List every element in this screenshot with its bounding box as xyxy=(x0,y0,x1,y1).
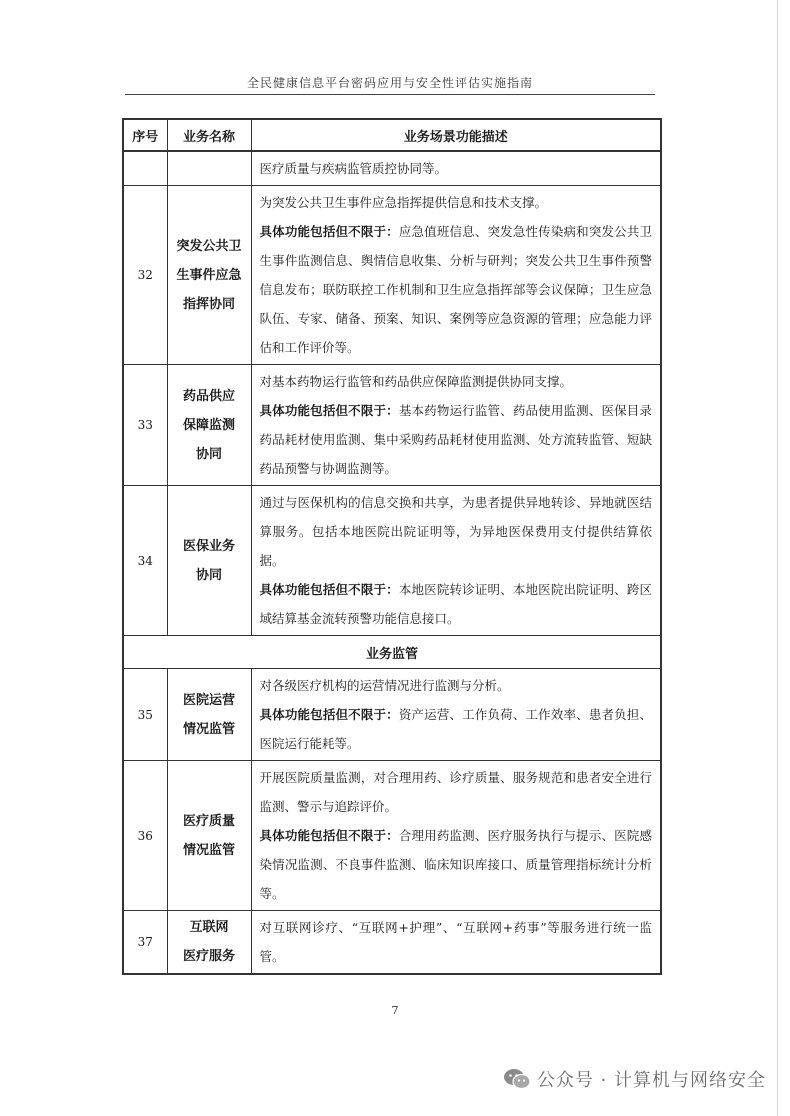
row-name-cell xyxy=(167,486,251,636)
row-name-line: 医院运营 xyxy=(182,692,235,708)
running-header: 全民健康信息平台密码应用与安全性评估实施指南 xyxy=(246,76,533,90)
row-name-cell xyxy=(167,186,251,365)
row-name-cell xyxy=(167,365,251,486)
table-row xyxy=(123,186,661,365)
column-header-name: 业务名称 xyxy=(167,119,251,151)
row-description-cell xyxy=(251,669,661,761)
row-number-cell: 36 xyxy=(123,761,167,911)
row-name-line: 保障监测 xyxy=(182,417,235,433)
row-description-cell xyxy=(251,911,661,975)
column-header-description: 业务场景功能描述 xyxy=(251,119,661,151)
row-name-line: 协同 xyxy=(195,446,222,462)
row-intro: 对互联网诊疗、“互联网+护理”、“互联网+药事”等服务进行统一监管。 xyxy=(259,920,652,964)
row-detail xyxy=(260,821,653,908)
row-name-line: 药品供应 xyxy=(182,388,235,404)
row-name-line: 情况监管 xyxy=(182,842,235,858)
table-row xyxy=(123,761,661,911)
continuation-text: 医疗质量与疾病监管质控协同等。 xyxy=(259,161,448,176)
row-name-line: 指挥协同 xyxy=(182,296,235,312)
detail-text: 基本药物运行监管、药品使用监测、医保目录药品耗材使用监测、集中采购药品耗材使用监测、处方流转监管、短缺药品预警与协调监测等。 xyxy=(259,403,652,476)
detail-lead-label: 具体功能包括但不限于： xyxy=(259,582,399,597)
row-name-line: 情况监管 xyxy=(182,721,235,737)
row-detail xyxy=(260,396,653,483)
row-intro: 通过与医保机构的信息交换和共享，为患者提供异地转诊、异地就医结算服务。包括本地医院出院证明等，为异地医保费用支付提供结算依据。 xyxy=(259,495,652,568)
row-name-line: 突发公共卫 xyxy=(176,238,242,254)
table-row xyxy=(123,669,661,761)
row-intro: 对各级医疗机构的运营情况进行监测与分析。 xyxy=(259,678,510,693)
detail-lead-label: 具体功能包括但不限于： xyxy=(259,707,399,722)
table-row-continuation xyxy=(123,151,661,186)
row-description-cell xyxy=(251,151,661,186)
row-name-line: 医疗服务 xyxy=(182,949,235,964)
detail-lead-label: 具体功能包括但不限于： xyxy=(259,224,399,239)
watermark xyxy=(503,1066,766,1092)
section-row xyxy=(123,636,661,669)
watermark-text: 公众号 · 计算机与网络安全 xyxy=(536,1070,766,1091)
row-intro: 为突发公共卫生事件应急指挥提供信息和技术支撑。 xyxy=(259,195,548,210)
row-name-line: 生事件应急 xyxy=(176,267,242,283)
detail-text: 本地医院转诊证明、本地医院出院证明、跨区域结算基金流转预警功能信息接口。 xyxy=(259,582,652,626)
row-name-cell xyxy=(167,761,251,911)
row-description-cell xyxy=(251,186,661,365)
row-number-cell: 34 xyxy=(123,486,167,636)
section-title: 业务监管 xyxy=(123,636,661,669)
row-intro: 开展医院质量监测，对合理用药、诊疗质量、服务规范和患者安全进行监测、警示与追踪评价。 xyxy=(259,770,652,814)
wechat-icon xyxy=(503,1068,531,1090)
business-scenario-table xyxy=(122,118,662,975)
row-name-line: 医疗质量 xyxy=(182,813,235,829)
detail-lead-label: 具体功能包括但不限于： xyxy=(259,403,399,418)
table-header-row xyxy=(123,119,661,151)
row-detail xyxy=(260,217,653,362)
header-rule xyxy=(125,94,655,95)
table-row xyxy=(123,365,661,486)
row-name-line: 医保业务 xyxy=(182,538,235,554)
row-number-cell: 32 xyxy=(123,186,167,365)
table-row xyxy=(123,486,661,636)
row-number-cell: 33 xyxy=(123,365,167,486)
row-name-cell xyxy=(167,151,251,186)
detail-text: 合理用药监测、医疗服务执行与提示、医院感染情况监测、不良事件监测、临床知识库接口、质量管理指标统计分析等。 xyxy=(259,828,652,901)
detail-lead-label: 具体功能包括但不限于： xyxy=(259,828,399,843)
row-intro: 对基本药物运行监管和药品供应保障监测提供协同支撑。 xyxy=(259,374,573,389)
column-header-number: 序号 xyxy=(123,119,167,151)
row-description-cell xyxy=(251,486,661,636)
row-detail xyxy=(260,700,653,758)
row-number-cell xyxy=(123,151,167,186)
page-number: 7 xyxy=(391,1004,399,1017)
row-detail xyxy=(260,575,653,633)
row-description-cell xyxy=(251,761,661,911)
row-number-cell: 37 xyxy=(123,911,167,975)
row-name-cell xyxy=(167,669,251,761)
row-name-line: 协同 xyxy=(195,567,222,583)
row-name-line: 互联网 xyxy=(189,920,229,935)
detail-text: 资产运营、工作负荷、工作效率、患者负担、医院运行能耗等。 xyxy=(259,707,652,751)
row-description-cell xyxy=(251,365,661,486)
row-number-cell: 35 xyxy=(123,669,167,761)
detail-text: 应急值班信息、突发急性传染病和突发公共卫生事件监测信息、舆情信息收集、分析与研判；突发公共卫生事件预警信息发布；联防联控工作机制和卫生应急指挥部等会议保障；卫生应急队伍、专家、储备、预案、知识、案例等应急资源的管理；应急能力评估和工作评价等。 xyxy=(259,224,652,355)
row-name-cell xyxy=(167,911,251,975)
table-row xyxy=(123,911,661,975)
